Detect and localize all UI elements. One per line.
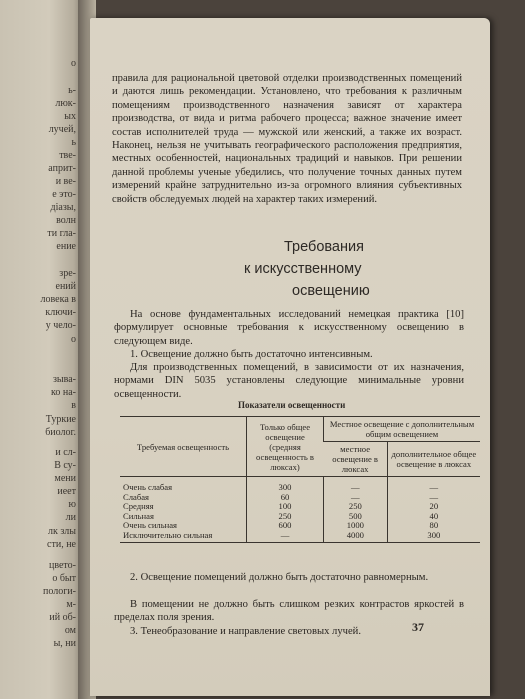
cell-general: 100 bbox=[247, 502, 324, 512]
left-page-line: ы, ни bbox=[53, 638, 76, 649]
left-page-line: мени bbox=[54, 473, 76, 484]
cell-general: 600 bbox=[247, 521, 324, 531]
cell-local: 250 bbox=[324, 502, 388, 512]
left-page-line: априт- bbox=[48, 163, 76, 174]
header-additional: дополнительное общее освещение в люксах bbox=[387, 442, 480, 477]
cell-level: Средняя bbox=[123, 501, 154, 511]
cell-additional: — bbox=[387, 477, 480, 493]
table-caption: Показатели освещенности bbox=[238, 400, 346, 410]
cell-level: Слабая bbox=[123, 491, 149, 502]
left-page-line: зыва- bbox=[52, 374, 76, 385]
table-row bbox=[120, 477, 480, 493]
left-page-line: у чело- bbox=[45, 320, 76, 331]
cell-level: Очень слабая bbox=[123, 482, 173, 492]
left-page-line: ли bbox=[65, 512, 76, 523]
cell-level: Сильная bbox=[123, 510, 154, 521]
left-page-line: ом bbox=[64, 625, 76, 636]
left-page-line: люк- bbox=[55, 98, 76, 109]
cell-level: Исключительно сильная bbox=[120, 531, 247, 543]
left-page-line: В су- bbox=[54, 460, 76, 471]
left-page-line: тве- bbox=[59, 150, 76, 161]
section-heading bbox=[244, 236, 410, 302]
left-page-line: ключи- bbox=[45, 307, 76, 318]
header-general: Только общее освещение (средняя освещенность в люксах) bbox=[247, 417, 324, 477]
left-page-line: ю bbox=[68, 499, 76, 510]
header-local-group: Местное освещение с дополнительным общим освещением bbox=[324, 417, 481, 442]
left-page-line: о bbox=[71, 334, 76, 345]
left-page-line: ь- bbox=[68, 85, 76, 96]
cell-local: 500 bbox=[324, 512, 388, 522]
cell-additional: — bbox=[387, 493, 480, 503]
heading-line-2: к искусственному bbox=[244, 261, 362, 277]
cell-additional: 80 bbox=[387, 521, 480, 531]
left-page-line: волн bbox=[56, 215, 76, 226]
heading-line-1: Требования bbox=[284, 239, 364, 255]
left-page-line: ти гла- bbox=[47, 228, 76, 239]
header-required: Требуемая освещенность bbox=[120, 417, 247, 477]
header-local: местное освещение в люксах bbox=[324, 442, 388, 477]
cell-additional: 300 bbox=[387, 531, 480, 543]
left-page-line: о bbox=[71, 58, 76, 69]
left-page-line: дiазы, bbox=[50, 202, 76, 213]
cell-local: 1000 bbox=[324, 521, 388, 531]
left-page-line: и сл- bbox=[55, 447, 76, 458]
left-page-line: о быт bbox=[52, 573, 76, 584]
cell-additional: 40 bbox=[387, 512, 480, 522]
left-page-line: лучей, bbox=[48, 124, 76, 135]
left-page-line: ение bbox=[56, 241, 76, 252]
left-page-line: ий об- bbox=[49, 612, 76, 623]
requirement-3: 3. Тенеобразование и направление световых лучей. bbox=[130, 626, 361, 637]
heading-line-3: освещению bbox=[292, 283, 370, 299]
left-page-line: м- bbox=[66, 599, 76, 610]
left-page-line: зре- bbox=[59, 268, 76, 279]
intro-paragraph: правила для рациональной цветовой отделки производственных помещений и даются лишь рекомендации. Установлено, что требования к различным помещениям производственного назначения зависят от характера производства, от вида и ритма рабочего процесса; важное значение имеет состав исполнителей труда — мужской или женский, а также их возраст. Наконец, нельзя не учитывать географического расположения предприятия, местных особенностей, национальных традиций и навыков. При решении данной проблемы ученые убедились, что получение точных данных путем измерений крайне затруднительно из-за огромного влияния субъективных свойств обследуемых людей на характер таких измерений. bbox=[112, 73, 462, 205]
left-page-line: иеет bbox=[57, 486, 76, 497]
illumination-table bbox=[120, 416, 480, 543]
left-page-line: ений bbox=[55, 281, 76, 292]
requirement-2-continued: В помещении не должно быть слишком резких контрастов яркостей в пределах поля зрения. bbox=[114, 599, 464, 624]
cell-general: 60 bbox=[247, 493, 324, 503]
left-page-line: сти, не bbox=[47, 539, 76, 550]
left-page-line: цвето- bbox=[48, 560, 76, 571]
left-page-line: ловека в bbox=[40, 294, 76, 305]
left-page-line: биолог. bbox=[45, 427, 76, 438]
table-row bbox=[120, 493, 480, 503]
cell-local: — bbox=[324, 493, 388, 503]
left-page-line: ь bbox=[71, 137, 76, 148]
cell-level: Очень сильная bbox=[123, 520, 177, 530]
book-page bbox=[90, 18, 490, 696]
cell-general: 300 bbox=[247, 477, 324, 493]
cell-additional: 20 bbox=[387, 502, 480, 512]
left-page-line: пологи- bbox=[43, 586, 76, 597]
left-page-line: е это- bbox=[52, 189, 76, 200]
left-page-line: лк злы bbox=[47, 526, 76, 537]
left-page-line: в bbox=[71, 400, 76, 411]
basis-paragraph: На основе фундаментальных исследований немецкая практика [10] формулирует основные требования к искусственному освещению в следующем виде. bbox=[114, 309, 464, 347]
left-page-line: ых bbox=[64, 111, 76, 122]
din-paragraph: Для производственных помещений, в зависимости от их назначения, нормами DIN 5035 установлены следующие минимальные уровни освещенности. bbox=[114, 362, 464, 400]
cell-general: — bbox=[247, 531, 324, 543]
cell-local: — bbox=[324, 477, 388, 493]
requirement-2: 2. Освещение помещений должно быть достаточно равномерным. bbox=[130, 572, 429, 583]
requirement-1: 1. Освещение должно быть достаточно интенсивным. bbox=[130, 349, 373, 360]
left-page-line: и ве- bbox=[55, 176, 76, 187]
cell-general: 250 bbox=[247, 512, 324, 522]
table-row bbox=[120, 502, 480, 512]
page-number: 37 bbox=[412, 620, 424, 634]
left-page-line: Туркие bbox=[45, 414, 76, 425]
table-row bbox=[120, 531, 480, 543]
cell-local: 4000 bbox=[324, 531, 388, 543]
left-page bbox=[0, 0, 82, 699]
left-page-line: ко на- bbox=[51, 387, 76, 398]
